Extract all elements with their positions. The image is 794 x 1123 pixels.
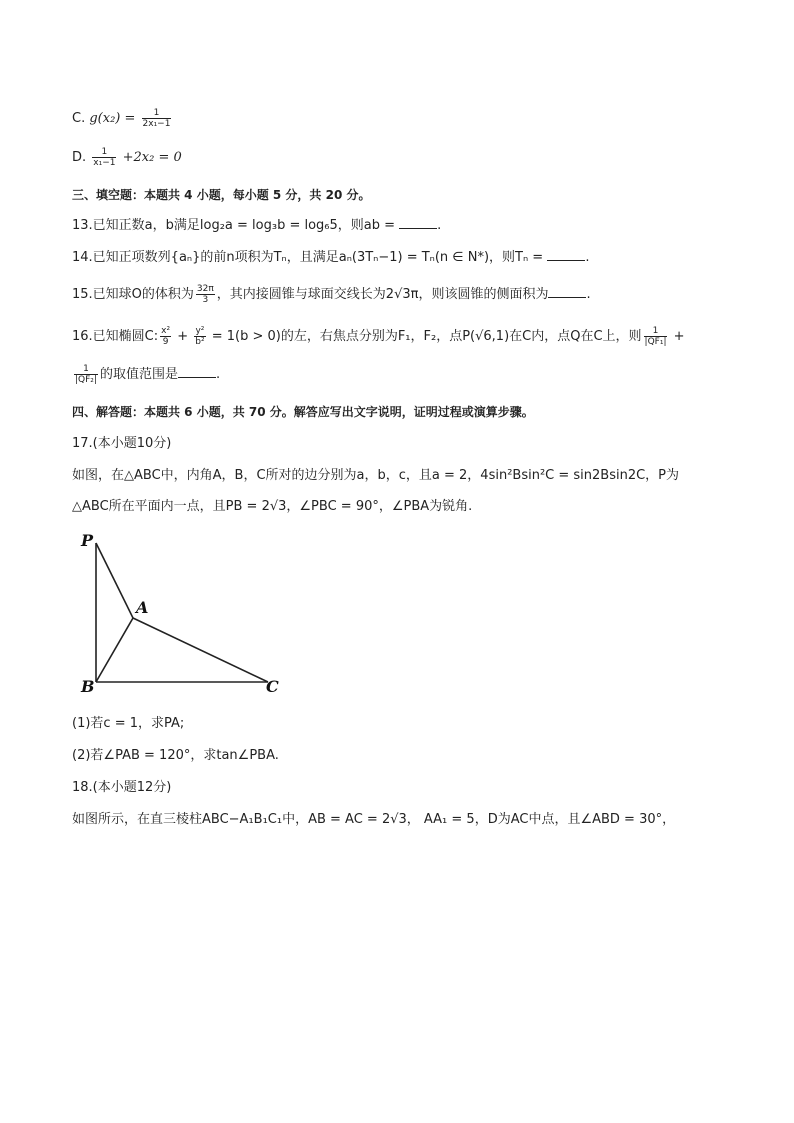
q15-fraction xyxy=(196,284,215,305)
option-d xyxy=(72,147,182,168)
q16-frac-qf1 xyxy=(644,326,668,347)
q15-end: . xyxy=(586,287,591,302)
q17-sub1: (1)若c = 1，求PA; xyxy=(72,716,185,731)
q13-answer-blank[interactable] xyxy=(399,216,437,229)
q18-line1: 如图所示，在直三棱柱ABC−A₁B₁C₁中，AB = AC = 2√3， AA₁ = 5，D为AC中点，且∠ABD = 30°， xyxy=(72,812,676,827)
question-16-line2 xyxy=(72,364,220,385)
option-d-frac-den: x₁−1 xyxy=(93,158,116,168)
option-c-prefix: C. xyxy=(72,111,90,126)
q15-answer-blank[interactable] xyxy=(548,285,586,298)
q13-text: 13.已知正数a，b满足log₂a = log₃b = log₆5，则ab = xyxy=(72,218,400,233)
q16-answer-blank[interactable] xyxy=(178,365,216,378)
q13-end: . xyxy=(437,218,442,233)
q16-f1-den: 9 xyxy=(162,337,169,347)
option-d-frac-num: 1 xyxy=(92,147,116,158)
option-d-fraction xyxy=(92,147,116,168)
q16-frac-y xyxy=(194,326,205,347)
q16-part4: 的取值范围是 xyxy=(99,367,178,382)
question-15 xyxy=(72,284,591,305)
option-c xyxy=(72,108,173,129)
option-c-lhs: g(x₂) = xyxy=(89,111,140,126)
option-c-frac-den: 2x₁−1 xyxy=(142,119,171,129)
q16-f4-num: 1 xyxy=(74,364,98,375)
q16-f2-num: y² xyxy=(195,326,205,336)
q16-f1-num: x² xyxy=(161,326,171,336)
q16-plus: + xyxy=(173,329,193,344)
label-p: P xyxy=(81,531,94,550)
segment-ac xyxy=(133,618,268,682)
q17-line2: △ABC所在平面内一点，且PB = 2√3，∠PBC = 90°，∠PBA为锐角. xyxy=(72,499,473,514)
q16-end: . xyxy=(215,367,221,382)
section-4-title: 四、解答题：本题共 6 小题，共 70 分。解答应写出文字说明，证明过程或演算步骤。 xyxy=(72,405,534,419)
label-a: A xyxy=(136,598,149,617)
q15-part1: 15.已知球O的体积为 xyxy=(72,287,194,302)
segment-pa xyxy=(96,543,133,618)
q16-part3: + xyxy=(669,329,685,344)
q15-frac-num: 32π xyxy=(196,284,214,294)
q16-part2: = 1(b > 0)的左，右焦点分别为F₁，F₂，点P(√6,1)在C内，点Q在C上，则 xyxy=(207,329,642,344)
label-c: C xyxy=(266,677,279,695)
q16-frac-qf2 xyxy=(74,364,98,385)
q16-frac-x xyxy=(160,326,171,347)
q14-answer-blank[interactable] xyxy=(547,248,585,261)
option-c-frac-num: 1 xyxy=(142,108,172,119)
q16-f4-den: |QF₂| xyxy=(75,375,97,385)
option-d-rest: +2x₂ = 0 xyxy=(118,150,182,165)
option-c-fraction xyxy=(142,108,172,129)
segment-ab xyxy=(96,618,133,682)
q16-part1: 16.已知椭圆C: xyxy=(72,329,159,344)
q14-text: 14.已知正项数列{aₙ}的前n项积为Tₙ，且满足aₙ(3Tₙ−1) = Tₙ(n ∈ N*)，则Tₙ = xyxy=(72,250,548,265)
q16-f2-den: b² xyxy=(195,337,205,347)
q14-end: . xyxy=(585,250,590,265)
q16-f3-num: 1 xyxy=(644,326,668,337)
q16-f3-den: |QF₁| xyxy=(644,337,667,347)
q18-header: 18.(本小题12分) xyxy=(72,780,172,795)
option-d-prefix: D. xyxy=(72,150,91,165)
q15-part2: ，其内接圆锥与球面交线长为2√3π，则该圆锥的侧面积为 xyxy=(216,287,549,302)
q17-sub2: (2)若∠PAB = 120°，求tan∠PBA. xyxy=(72,748,279,763)
q17-header: 17.(本小题10分) xyxy=(72,436,172,451)
section-3-title: 三、填空题：本题共 4 小题，每小题 5 分，共 20 分。 xyxy=(72,188,371,202)
q15-frac-den: 3 xyxy=(202,295,209,305)
triangle-figure xyxy=(78,530,288,695)
q17-line1: 如图，在△ABC中，内角A，B，C所对的边分别为a，b，c，且a = 2，4sin²Bsin²C = sin2Bsin2C，P为 xyxy=(72,468,680,483)
question-13 xyxy=(72,216,441,236)
label-b: B xyxy=(81,677,95,695)
question-14 xyxy=(72,248,589,268)
question-16-line1 xyxy=(72,326,685,347)
